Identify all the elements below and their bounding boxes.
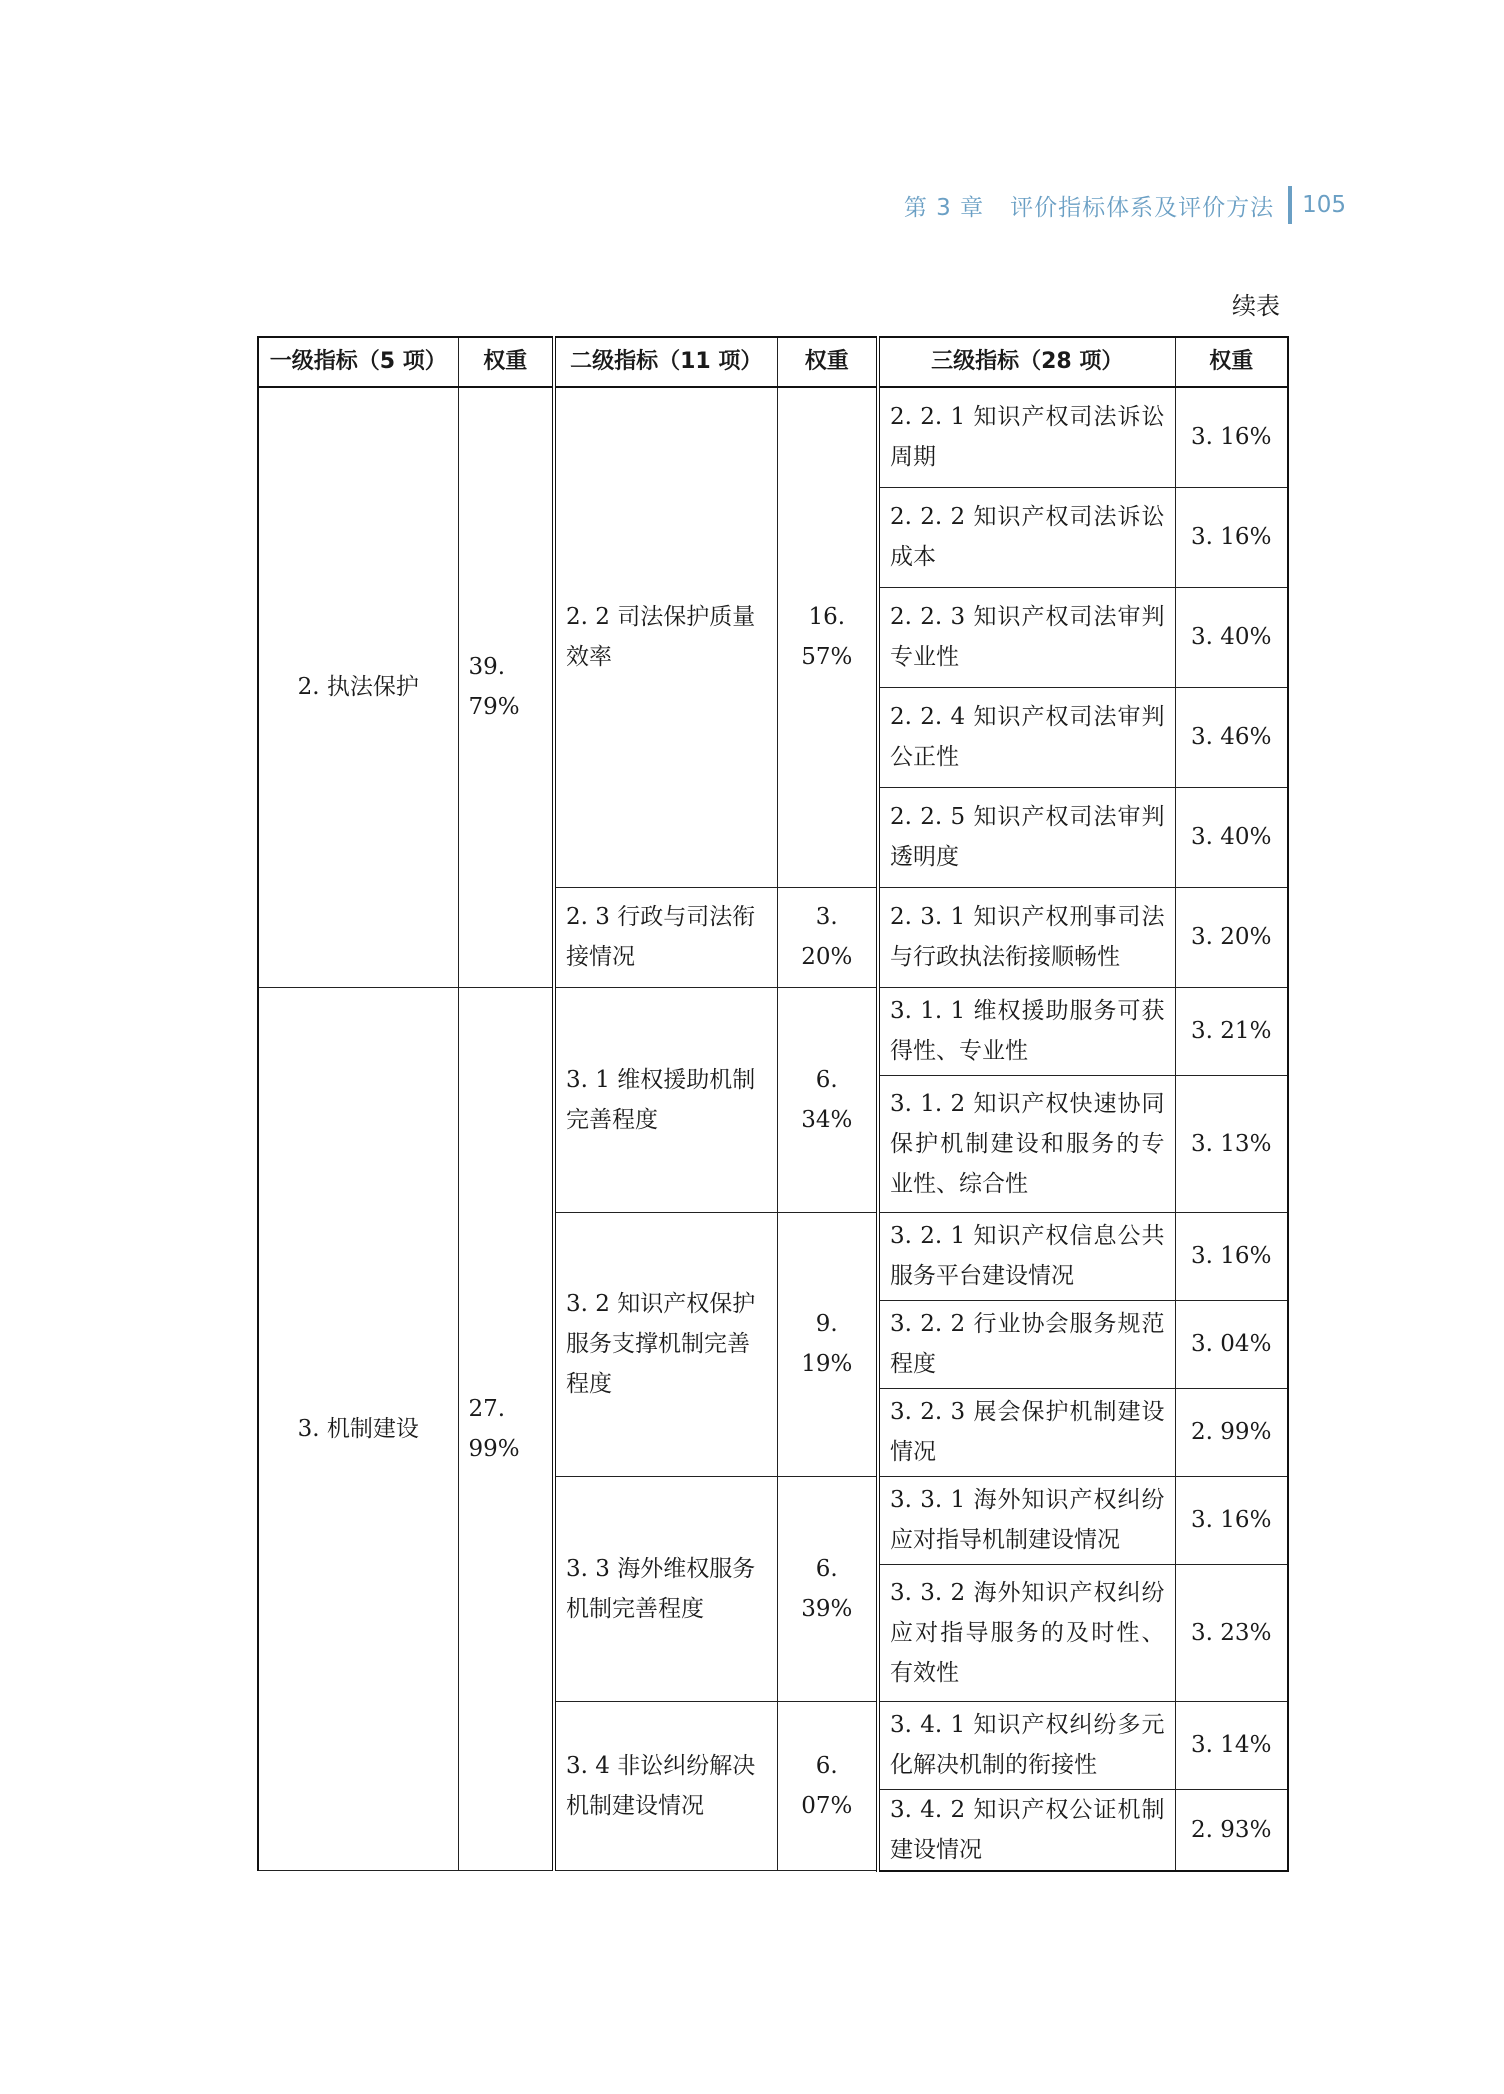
level3-weight: 3. 16% bbox=[1175, 1212, 1288, 1300]
level3-weight: 2. 93% bbox=[1175, 1789, 1288, 1871]
level3-weight: 3. 21% bbox=[1175, 987, 1288, 1075]
level3-weight: 3. 20% bbox=[1175, 887, 1288, 987]
level3-weight: 3. 40% bbox=[1175, 587, 1288, 687]
header-level1-weight: 权重 bbox=[458, 337, 554, 387]
level3-name: 3. 3. 1 海外知识产权纠纷应对指导机制建设情况 bbox=[878, 1476, 1175, 1564]
level2-weight: 3. 20% bbox=[777, 887, 878, 987]
level2-name: 2. 3 行政与司法衔接情况 bbox=[554, 887, 777, 987]
level3-weight: 3. 04% bbox=[1175, 1300, 1288, 1388]
level3-name: 2. 2. 4 知识产权司法审判公正性 bbox=[878, 687, 1175, 787]
level3-weight: 3. 46% bbox=[1175, 687, 1288, 787]
level3-weight: 3. 16% bbox=[1175, 387, 1288, 487]
level3-name: 2. 3. 1 知识产权刑事司法与行政执法衔接顺畅性 bbox=[878, 887, 1175, 987]
level2-weight: 16. 57% bbox=[777, 387, 878, 887]
header-level2: 二级指标（11 项） bbox=[554, 337, 777, 387]
level1-name: 2. 执法保护 bbox=[258, 387, 458, 987]
header-level3-weight: 权重 bbox=[1175, 337, 1288, 387]
level2-name: 3. 4 非讼纠纷解决机制建设情况 bbox=[554, 1701, 777, 1871]
table-body bbox=[258, 387, 1288, 1871]
running-head bbox=[904, 186, 1346, 224]
level2-name: 3. 1 维权援助机制完善程度 bbox=[554, 987, 777, 1212]
chapter-title: 评价指标体系及评价方法 bbox=[1010, 194, 1275, 221]
level2-weight: 6. 07% bbox=[777, 1701, 878, 1871]
level3-name: 2. 2. 3 知识产权司法审判专业性 bbox=[878, 587, 1175, 687]
header-level2-weight: 权重 bbox=[777, 337, 878, 387]
level3-name: 3. 2. 2 行业协会服务规范程度 bbox=[878, 1300, 1175, 1388]
table-row bbox=[258, 387, 1288, 487]
level3-name: 2. 2. 2 知识产权司法诉讼成本 bbox=[878, 487, 1175, 587]
level3-name: 3. 4. 1 知识产权纠纷多元化解决机制的衔接性 bbox=[878, 1701, 1175, 1789]
level2-weight: 6. 34% bbox=[777, 987, 878, 1212]
chapter-label: 第 3 章 bbox=[903, 194, 985, 221]
level3-weight: 3. 40% bbox=[1175, 787, 1288, 887]
level2-weight: 6. 39% bbox=[777, 1476, 878, 1701]
level1-weight: 27. 99% bbox=[458, 987, 554, 1871]
level2-name: 3. 2 知识产权保护服务支撑机制完善程度 bbox=[554, 1212, 777, 1476]
level2-name: 2. 2 司法保护质量效率 bbox=[554, 387, 777, 887]
header-level1: 一级指标（5 项） bbox=[258, 337, 458, 387]
level2-name: 3. 3 海外维权服务机制完善程度 bbox=[554, 1476, 777, 1701]
level3-weight: 3. 23% bbox=[1175, 1564, 1288, 1701]
table-row bbox=[258, 987, 1288, 1075]
level3-name: 3. 3. 2 海外知识产权纠纷应对指导服务的及时性、有效性 bbox=[878, 1564, 1175, 1701]
continued-table-label: 续表 bbox=[1232, 292, 1280, 320]
level1-name: 3. 机制建设 bbox=[258, 987, 458, 1871]
page-number: 105 bbox=[1302, 192, 1346, 218]
level3-name: 3. 2. 1 知识产权信息公共服务平台建设情况 bbox=[878, 1212, 1175, 1300]
level3-weight: 3. 16% bbox=[1175, 1476, 1288, 1564]
level3-name: 3. 1. 1 维权援助服务可获得性、专业性 bbox=[878, 987, 1175, 1075]
level3-name: 2. 2. 1 知识产权司法诉讼周期 bbox=[878, 387, 1175, 487]
level3-name: 2. 2. 5 知识产权司法审判透明度 bbox=[878, 787, 1175, 887]
level3-name: 3. 4. 2 知识产权公证机制建设情况 bbox=[878, 1789, 1175, 1871]
level3-weight: 3. 14% bbox=[1175, 1701, 1288, 1789]
running-head-divider bbox=[1288, 186, 1292, 224]
level3-weight: 2. 99% bbox=[1175, 1388, 1288, 1476]
level3-weight: 3. 16% bbox=[1175, 487, 1288, 587]
level3-name: 3. 1. 2 知识产权快速协同保护机制建设和服务的专业性、综合性 bbox=[878, 1075, 1175, 1212]
level3-weight: 3. 13% bbox=[1175, 1075, 1288, 1212]
level3-name: 3. 2. 3 展会保护机制建设情况 bbox=[878, 1388, 1175, 1476]
header-level3: 三级指标（28 项） bbox=[878, 337, 1175, 387]
indicator-weight-table bbox=[257, 336, 1289, 1872]
level2-weight: 9. 19% bbox=[777, 1212, 878, 1476]
table-header-row bbox=[258, 337, 1288, 387]
level1-weight: 39. 79% bbox=[458, 387, 554, 987]
